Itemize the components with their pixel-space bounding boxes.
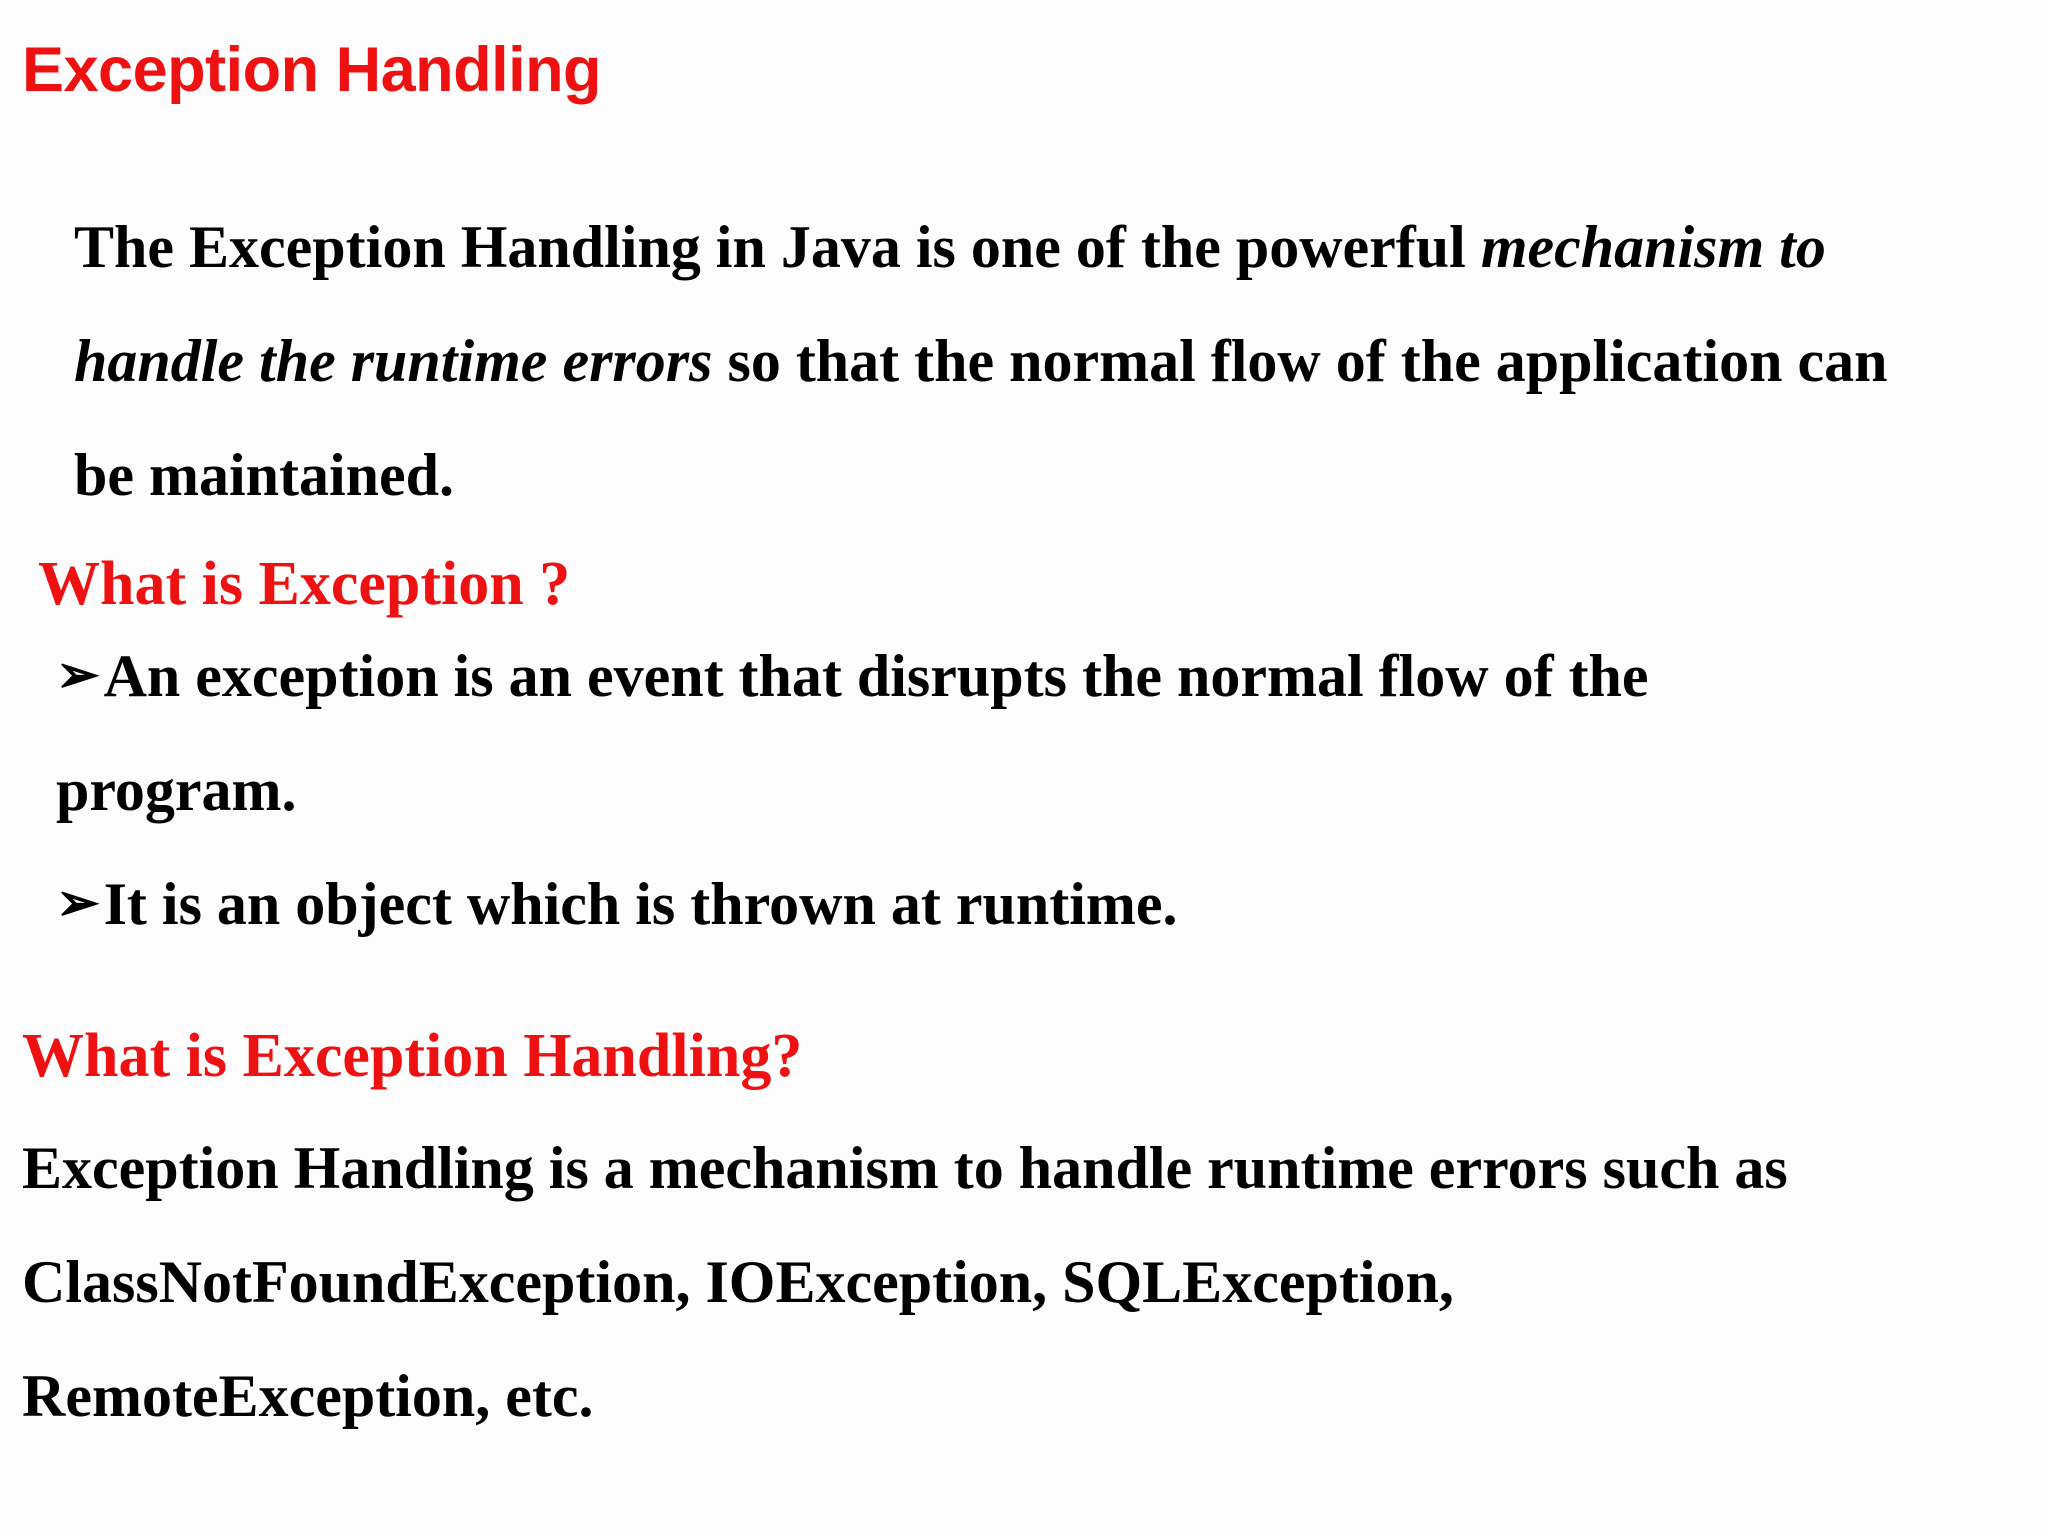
bullet-item-1-text: An exception is an event that disrupts the normal flow of the [103, 643, 1649, 709]
definition-line-1: Exception Handling is a mechanism to handle runtime errors such as [22, 1135, 1788, 1201]
intro-line-1-text: The Exception Handling in Java is one of the powerful [74, 214, 1481, 280]
intro-line-3 [74, 418, 1887, 532]
section-heading-what-is-exception: What is Exception ? [38, 550, 571, 618]
bullet-item-2 [56, 864, 1177, 944]
definition-line-2: ClassNotFoundException, IOException, SQLException, [22, 1249, 1454, 1315]
intro-line-1 [74, 190, 1887, 304]
intro-line-3-text: be maintained. [74, 442, 455, 508]
intro-line-2 [74, 304, 1887, 418]
section-heading-what-is-exception-handling: What is Exception Handling? [22, 1022, 803, 1090]
bullet-item-1 [56, 636, 1649, 716]
intro-line-2-text: so that the normal flow of the application can [712, 328, 1888, 394]
intro-line-2-emphasis: handle the runtime errors [74, 328, 713, 394]
intro-paragraph [74, 190, 1887, 532]
bullet-item-1-continuation: program. [56, 757, 297, 823]
arrow-bullet-icon: ➢ [56, 647, 100, 704]
definition-line-3: RemoteException, etc. [22, 1363, 594, 1429]
arrow-bullet-icon: ➢ [56, 875, 100, 932]
bullet-item-2-text: It is an object which is thrown at runtime. [103, 871, 1178, 937]
slide-title: Exception Handling [22, 35, 602, 105]
intro-line-1-emphasis: mechanism to [1480, 214, 1826, 280]
